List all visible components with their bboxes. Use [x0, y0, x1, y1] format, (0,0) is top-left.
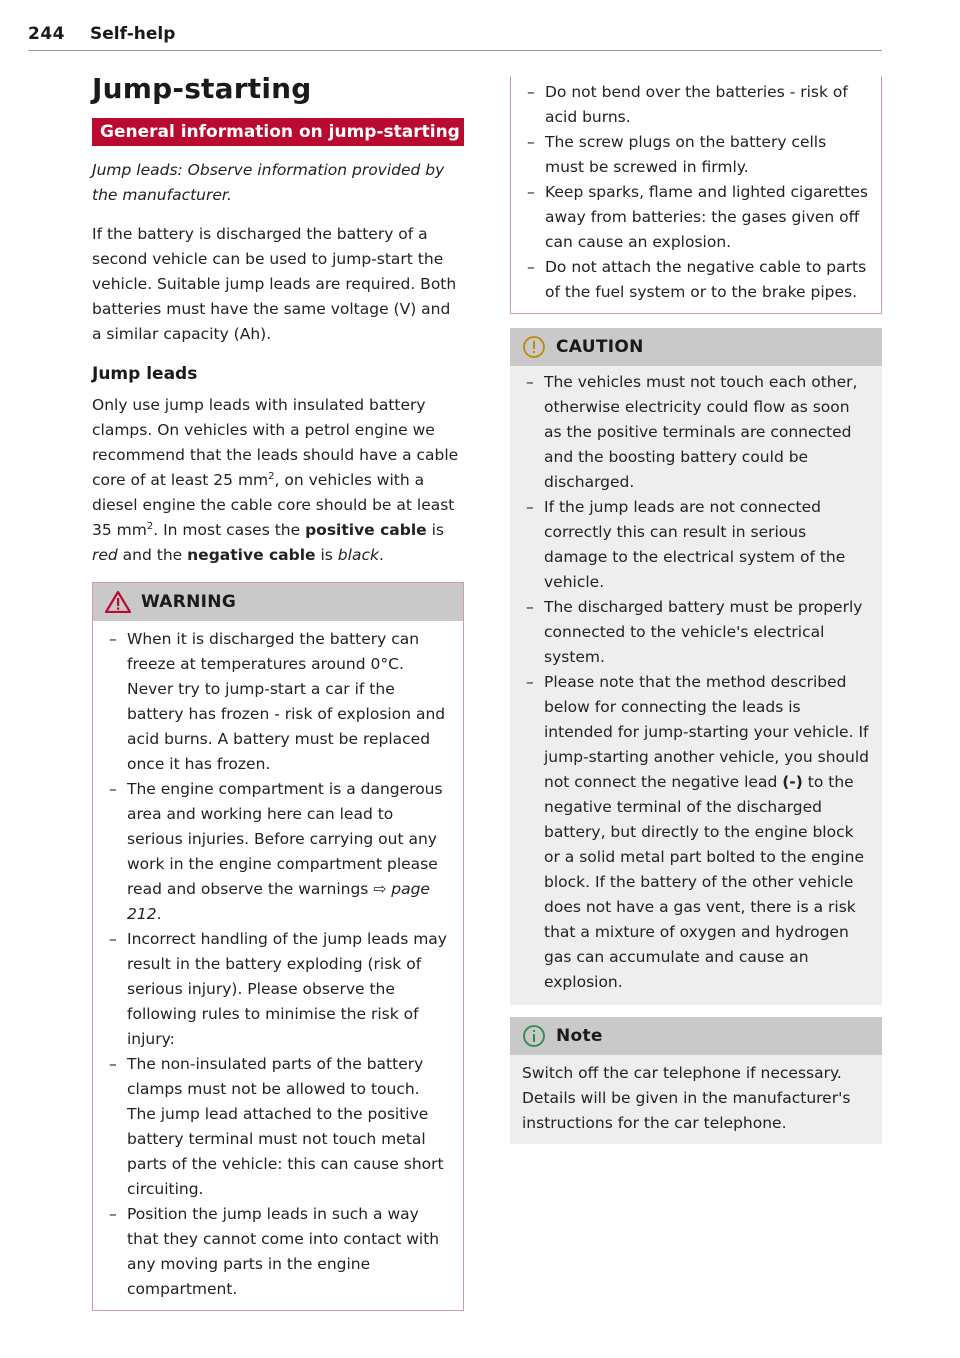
paragraph-battery: If the battery is discharged the battery of a second vehicle can be used to jump-start the vehicle. Suitable jump leads are required. Both batteries must have the same voltage (V) and a similar capacity (Ah).	[92, 225, 457, 343]
caution-circle-icon	[522, 335, 546, 359]
list-item: – Do not attach the negative cable to parts of the fuel system or to the brake pipes.	[527, 255, 869, 305]
text-run: , on vehicles with a diesel engine the cable core should be at least 35 mm	[92, 471, 455, 539]
caution-box	[510, 328, 882, 1005]
note-box	[510, 1017, 882, 1144]
warning-box	[92, 582, 464, 1311]
text-run: Please note that the method described below for connecting the leads is intended for jump-starting your vehicle. If jump-starting another vehicle, you should not connect the negative lead	[544, 673, 870, 791]
negative-cable-term: negative cable	[187, 546, 316, 564]
warning-continued-box	[510, 76, 882, 314]
list-item: – The screw plugs on the battery cells must be screwed in firmly.	[527, 130, 869, 180]
info-circle-icon	[522, 1024, 546, 1048]
positive-cable-term: positive cable	[305, 521, 427, 539]
warning-label: WARNING	[141, 592, 237, 612]
text-run: and the	[117, 546, 188, 564]
list-item: – The non-insulated parts of the battery clamps must not be allowed to touch. The jump lead attached to the positive battery terminal must not touch metal parts of the vehicle: this can cause short circuiting.	[109, 1052, 451, 1202]
list-item: – When it is discharged the battery can freeze at temperatures around 0°C. Never try to jump-start a car if the battery has frozen - risk of explosion and acid burns. A battery must be replaced once it has frozen.	[109, 627, 451, 777]
section-subheading: General information on jump-starting	[92, 118, 464, 146]
caution-label: CAUTION	[556, 337, 644, 357]
text-run: Only use jump leads with insulated battery clamps. On vehicles with a petrol engine we recommend that the leads should have a cable core of at least 25 mm	[92, 396, 459, 489]
list-item: – Keep sparks, flame and lighted cigarettes away from batteries: the gases given off can cause an explosion.	[527, 180, 869, 255]
left-column	[92, 70, 464, 1311]
list-item: – Do not bend over the batteries - risk of acid burns.	[527, 80, 869, 130]
superscript: 2	[268, 470, 275, 482]
note-text: Switch off the car telephone if necessary. Details will be given in the manufacturer's instructions for the car telephone.	[522, 1064, 851, 1132]
page-reference-link[interactable]: ⇨ page 212	[127, 880, 430, 923]
text-run: . In most cases the	[153, 521, 306, 539]
jump-leads-heading: Jump leads	[92, 364, 198, 384]
warning-header	[93, 583, 463, 621]
black-term: black	[337, 546, 379, 564]
list-item: – Incorrect handling of the jump leads may result in the battery exploding (risk of serious injury). Please observe the following rules to minimise the risk of injury:	[109, 927, 451, 1052]
red-term: red	[92, 546, 118, 564]
text-run: to the negative terminal of the discharged battery, but directly to the engine block or a solid metal part bolted to the engine block. If the battery of the other vehicle does not have a gas vent, there is a risk that a mixture of oxygen and hydrogen gas can accumulate and cause an explosion.	[544, 773, 865, 991]
list-item: – The vehicles must not touch each other, otherwise electricity could flow as soon as the positive terminals are connected and the boosting battery could be discharged.	[526, 370, 870, 495]
list-item	[109, 777, 451, 927]
list-item: – If the jump leads are not connected correctly this can result in serious damage to the electrical system of the vehicle.	[526, 495, 870, 595]
text-run: is	[315, 546, 338, 564]
note-header	[510, 1017, 882, 1055]
list-item: – The discharged battery must be properly connected to the vehicle's electrical system.	[526, 595, 870, 670]
text-run: .	[156, 905, 162, 923]
intro-text: Jump leads: Observe information provided by the manufacturer.	[92, 161, 445, 204]
list-item	[526, 670, 870, 995]
section-title: Self-help	[90, 24, 176, 44]
warning-list	[109, 627, 451, 1302]
note-label: Note	[556, 1026, 603, 1046]
warning-continued-list	[527, 80, 869, 305]
paragraph-jump-leads	[92, 393, 464, 568]
warning-triangle-icon	[105, 591, 131, 613]
page-title: Jump-starting	[92, 72, 312, 105]
caution-header	[510, 328, 882, 366]
page-header	[28, 22, 882, 51]
caution-list	[526, 370, 870, 995]
list-item: – Position the jump leads in such a way that they cannot come into contact with any moving parts in the engine compartment.	[109, 1202, 451, 1302]
superscript: 2	[146, 520, 154, 532]
text-run: is	[426, 521, 444, 539]
page-number: 244	[28, 24, 65, 44]
text-run: .	[378, 546, 384, 564]
negative-symbol: (-)	[782, 773, 803, 791]
text-run: The engine compartment is a dangerous area and working here can lead to serious injuries. Before carrying out any work in the engine compartment please read and observe the warnings	[127, 780, 443, 898]
right-column	[510, 76, 882, 1144]
